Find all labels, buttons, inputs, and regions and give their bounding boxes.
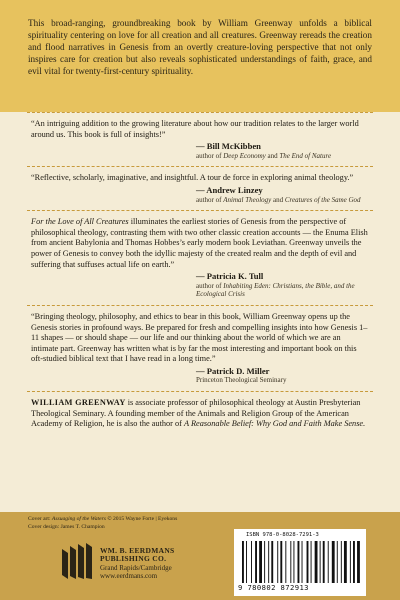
reviewer-credential <box>196 152 369 161</box>
reviewer-credential <box>196 196 369 205</box>
barcode-bar <box>328 541 329 583</box>
review-tull <box>31 217 369 299</box>
bio-book-title: A Reasonable Belief: Why God and Faith Make Sense. <box>184 419 366 429</box>
barcode-bar <box>302 541 303 583</box>
author-name: WILLIAM GREENWAY <box>31 398 126 408</box>
publisher-website: www.eerdmans.com <box>100 572 158 581</box>
review-mckibben <box>31 119 369 160</box>
barcode-bar <box>268 541 269 583</box>
publisher-logo <box>60 543 208 597</box>
barcode-bar <box>344 541 347 583</box>
barcode <box>234 529 366 596</box>
author-bio <box>31 398 369 430</box>
review-attribution <box>31 366 369 385</box>
barcode-bar <box>280 541 282 583</box>
reviewer-name: — Andrew Linzey <box>196 184 263 195</box>
divider <box>27 391 373 392</box>
barcode-digits: 9 780802 872913 <box>238 583 309 592</box>
barcode-bar <box>293 541 294 583</box>
barcode-bar <box>320 541 321 583</box>
publisher-company: PUBLISHING CO. <box>100 554 167 564</box>
barcode-bar <box>277 541 278 583</box>
review-quote: “Reflective, scholarly, imaginative, and insightful. A tour de force in exploring animal theology.” <box>31 173 354 183</box>
review-quote: “Bringing theology, philosophy, and ethics to bear in this book, William Greenway opens up the Genesis stories in profound ways. Be prepared for fresh and compelling insights into how Genesis 1–11 shapes — or should shape — our life and our thinking about the world of which we are an intimate part. Greenway has written what is by far the most interesting and important book on this oft-studied biblical text that I have read in a long time.” <box>31 311 368 364</box>
barcode-bar <box>271 541 273 583</box>
credential-book: Inhabiting Eden: Christians, the Bible, and the Ecological Crisis <box>196 281 355 299</box>
description-panel <box>0 0 400 112</box>
divider <box>27 210 373 211</box>
barcode-bar <box>332 541 335 583</box>
credential-text: author of <box>196 151 224 160</box>
cover-credits <box>28 515 177 531</box>
barcode-bar <box>307 541 309 583</box>
publisher-location: Grand Rapids/Cambridge <box>100 563 172 572</box>
reviewer-name: — Bill McKibben <box>196 141 261 152</box>
credential-text: and <box>265 151 280 160</box>
barcode-bar <box>337 541 338 583</box>
divider <box>27 305 373 306</box>
reviewer-name: — Patricia K. Tull <box>196 271 264 282</box>
review-attribution <box>31 271 369 299</box>
cover-art-credit <box>28 515 177 523</box>
review-quote: “An intriguing addition to the growing literature about how our tradition relates to the larger world around us. This book is full of insights!” <box>31 119 359 139</box>
barcode-bar <box>298 541 300 583</box>
barcode-bar <box>264 541 265 583</box>
credit-text: Cover art: <box>28 516 52 522</box>
barcode-bar <box>311 541 312 583</box>
eerdmans-logo-icon <box>60 543 96 581</box>
barcode-bar <box>290 541 291 583</box>
barcode-bar <box>255 541 257 583</box>
barcode-bar <box>285 541 286 583</box>
publisher-name: WM. B. EERDMANS <box>100 546 175 555</box>
divider <box>27 112 373 113</box>
barcode-bar <box>315 541 318 583</box>
review-miller <box>31 312 369 385</box>
barcode-bar <box>357 541 360 583</box>
review-linzey <box>31 173 369 204</box>
artwork-title: Assuaging of the Waters <box>51 516 106 522</box>
review-quote <box>31 217 369 270</box>
credential-book: Animal Theology <box>223 195 272 204</box>
reviewer-credential: Princeton Theological Seminary <box>196 376 287 385</box>
reviewer-name: — Patrick D. Miller <box>196 365 270 376</box>
review-attribution <box>31 185 369 204</box>
barcode-bar <box>341 541 342 583</box>
barcode-bar <box>353 541 355 583</box>
credential-text: author of <box>196 281 224 290</box>
quote-text: illuminates the earliest stories of Genesis from the perspective of philosophical theology, contrasting them with two other classic creation accounts — the Enuma Elish from ancient Babylonia and Thomas Hobbes’s early modern book Leviathan. Greenway unveils the power of Genesis to convey both the idyllic majesty of the created realm and the depth of evil and suffering that suffuses actual life on earth.” <box>31 217 368 269</box>
barcode-bar <box>350 541 351 583</box>
barcode-bar <box>323 541 325 583</box>
footer-panel <box>0 512 400 600</box>
credential-text: and <box>271 195 285 204</box>
barcode-bar <box>251 541 252 583</box>
barcode-bar <box>259 541 262 583</box>
bio-text: is associate professor of philosophical theology at Austin Presbyterian Theological Seminary. A founding member of the Animals and Religion Group of the American Academy of Religion, he is also the author of <box>31 398 361 429</box>
review-attribution <box>31 141 369 160</box>
barcode-bar <box>242 541 244 583</box>
credit-text: © 2015 Wayne Forte | Eyekons <box>105 516 178 522</box>
barcode-bar <box>246 541 247 583</box>
publisher-text <box>100 547 210 581</box>
endorsements-panel <box>0 112 400 512</box>
divider <box>27 166 373 167</box>
reviewer-credential <box>196 282 369 299</box>
book-description: This broad-ranging, groundbreaking book by William Greenway unfolds a biblical spirituality centering on love for all creation and all creatures. Greenway rereads the creation and flood narratives in Genesis from an overtly creature-loving perspective that not only inspires care for creation but also reveals sophisticated understandings of faith, grace, and evil vital for twenty-first-century spirituality. <box>28 18 372 77</box>
credential-book: Deep Economy <box>223 151 266 160</box>
isbn-label: ISBN 978-0-8028-7291-3 <box>246 532 319 538</box>
cover-design-credit: Cover design: James T. Champion <box>28 524 105 530</box>
credential-book: Creatures of the Same God <box>284 195 361 204</box>
quote-book-title: For the Love of All Creatures <box>31 217 129 227</box>
credential-text: author of <box>196 195 224 204</box>
barcode-bars <box>242 541 360 583</box>
credential-book: The End of Nature <box>279 151 332 160</box>
